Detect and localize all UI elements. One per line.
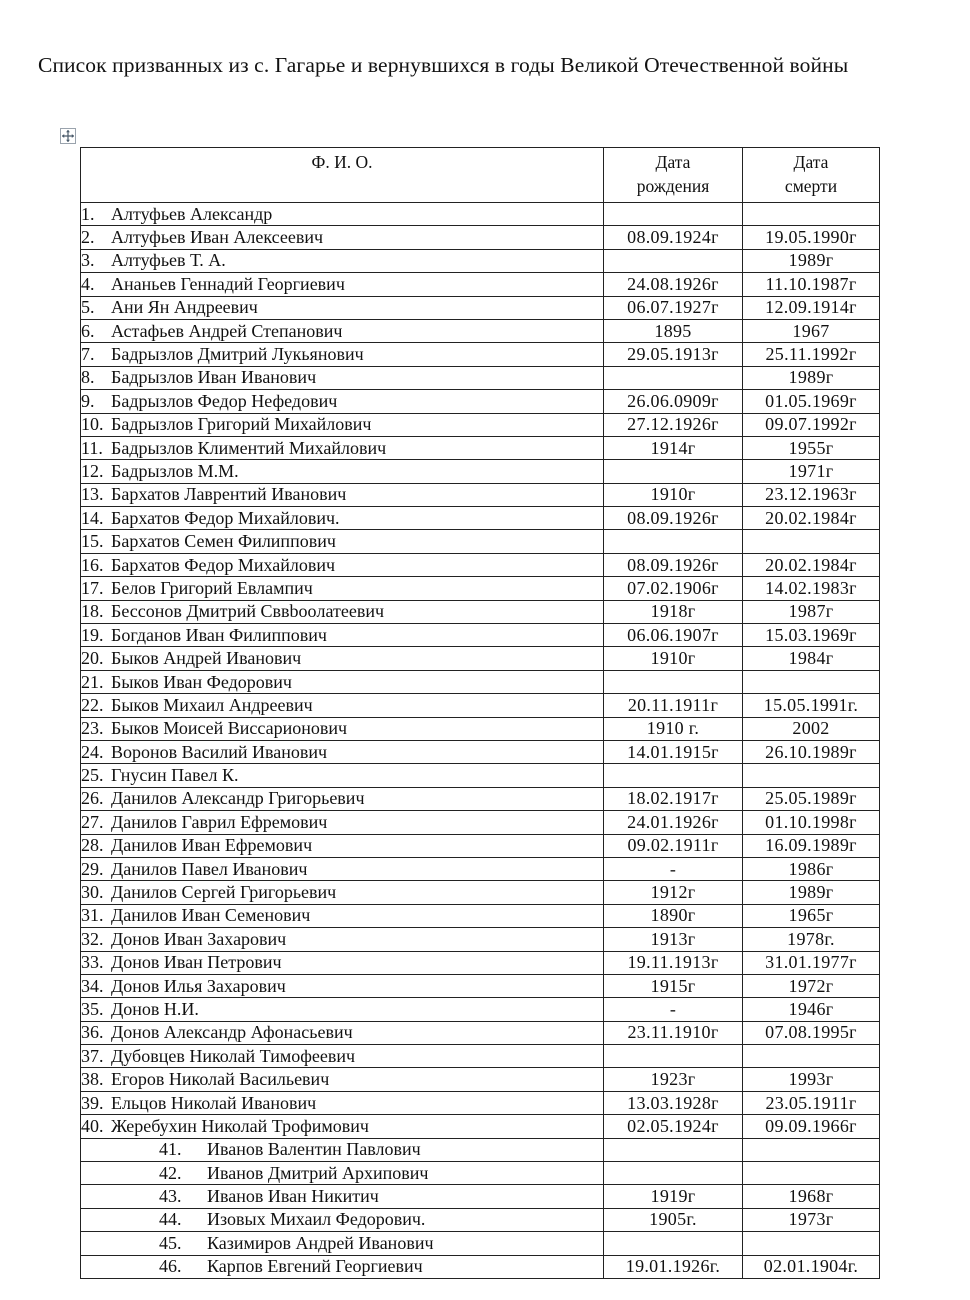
table-row xyxy=(81,577,880,600)
birth-date-cell xyxy=(604,1138,743,1161)
person-cell xyxy=(81,998,604,1021)
death-date-cell: 20.02.1984г xyxy=(743,553,880,576)
person-name: Бархатов Федор Михайлович. xyxy=(111,507,340,528)
column-header-birth xyxy=(604,148,743,203)
person-cell xyxy=(81,764,604,787)
person-name: Иванов Дмитрий Архипович xyxy=(207,1162,429,1183)
row-number: 2. xyxy=(81,227,95,248)
person-cell xyxy=(81,436,604,459)
table-row xyxy=(81,413,880,436)
table-row xyxy=(81,203,880,226)
table-row xyxy=(81,951,880,974)
table-row xyxy=(81,1091,880,1114)
row-number: 18. xyxy=(81,601,104,622)
birth-date-cell: 1914г xyxy=(604,436,743,459)
death-date-cell: 23.12.1963г xyxy=(743,483,880,506)
person-name: Бадрызлов Федор Нефедович xyxy=(111,390,338,411)
row-number: 5. xyxy=(81,297,95,318)
table-row xyxy=(81,857,880,880)
person-cell xyxy=(81,226,604,249)
table-row xyxy=(81,1232,880,1255)
table-row xyxy=(81,811,880,834)
row-number: 10. xyxy=(81,414,104,435)
row-number: 1. xyxy=(81,203,95,224)
death-date-cell: 1967 xyxy=(743,319,880,342)
person-name: Иванов Иван Никитич xyxy=(207,1186,379,1207)
table-row xyxy=(81,998,880,1021)
death-date-cell xyxy=(743,1232,880,1255)
row-number: 12. xyxy=(81,460,104,481)
column-header-birth-line1: Дата xyxy=(655,152,691,172)
person-cell xyxy=(81,1138,604,1161)
row-number: 38. xyxy=(81,1069,104,1090)
person-cell xyxy=(81,366,604,389)
row-number: 37. xyxy=(81,1045,104,1066)
row-number: 40. xyxy=(81,1115,104,1136)
person-name: Егоров Николай Васильевич xyxy=(111,1069,330,1090)
table-move-handle[interactable] xyxy=(60,128,76,144)
column-header-death-line1: Дата xyxy=(793,152,829,172)
row-number: 42. xyxy=(159,1162,182,1183)
person-cell xyxy=(81,857,604,880)
birth-date-cell: 19.11.1913г xyxy=(604,951,743,974)
table-row xyxy=(81,273,880,296)
birth-date-cell: 18.02.1917г xyxy=(604,787,743,810)
death-date-cell: 2002 xyxy=(743,717,880,740)
row-number: 16. xyxy=(81,554,104,575)
death-date-cell xyxy=(743,530,880,553)
person-cell xyxy=(81,717,604,740)
person-name: Бессонов Дмитрий Сввbooлатеевич xyxy=(111,601,385,622)
death-date-cell: 23.05.1911г xyxy=(743,1091,880,1114)
person-cell xyxy=(81,670,604,693)
death-date-cell: 01.05.1969г xyxy=(743,390,880,413)
person-name: Алтуфьев Иван Алексеевич xyxy=(111,227,324,248)
person-name: Бадрызлов Григорий Михайлович xyxy=(111,414,372,435)
person-name: Бадрызлов Климентий Михайлович xyxy=(111,437,387,458)
birth-date-cell xyxy=(604,460,743,483)
birth-date-cell: 08.09.1924г xyxy=(604,226,743,249)
move-cross-icon xyxy=(61,129,75,143)
birth-date-cell: 23.11.1910г xyxy=(604,1021,743,1044)
person-cell xyxy=(81,1091,604,1114)
table-row xyxy=(81,319,880,342)
person-cell xyxy=(81,203,604,226)
person-name: Донов Александр Афонасьевич xyxy=(111,1022,353,1043)
row-number: 22. xyxy=(81,694,104,715)
person-cell xyxy=(81,1021,604,1044)
row-number: 26. xyxy=(81,788,104,809)
row-number: 36. xyxy=(81,1022,104,1043)
row-number: 33. xyxy=(81,952,104,973)
person-cell xyxy=(81,811,604,834)
person-name: Бархатов Семен Филиппович xyxy=(111,531,336,552)
birth-date-cell: 02.05.1924г xyxy=(604,1115,743,1138)
death-date-cell: 01.10.1998г xyxy=(743,811,880,834)
death-date-cell: 12.09.1914г xyxy=(743,296,880,319)
person-cell xyxy=(81,787,604,810)
person-name: Ельцов Николай Иванович xyxy=(111,1092,317,1113)
birth-date-cell: 14.01.1915г xyxy=(604,740,743,763)
death-date-cell xyxy=(743,764,880,787)
table-row xyxy=(81,1068,880,1091)
death-date-cell: 31.01.1977г xyxy=(743,951,880,974)
person-name: Донов Иван Захарович xyxy=(111,928,287,949)
table-row xyxy=(81,600,880,623)
birth-date-cell: 08.09.1926г xyxy=(604,507,743,530)
birth-date-cell: 29.05.1913г xyxy=(604,343,743,366)
row-number: 45. xyxy=(159,1232,182,1253)
birth-date-cell: 1923г xyxy=(604,1068,743,1091)
table-row xyxy=(81,507,880,530)
death-date-cell: 26.10.1989г xyxy=(743,740,880,763)
birth-date-cell xyxy=(604,366,743,389)
row-number: 32. xyxy=(81,928,104,949)
person-name: Ани Ян Андреевич xyxy=(111,297,258,318)
person-name: Жеребухин Николай Трофимович xyxy=(111,1115,369,1136)
table-row xyxy=(81,764,880,787)
row-number: 8. xyxy=(81,367,95,388)
birth-date-cell: 13.03.1928г xyxy=(604,1091,743,1114)
table-row xyxy=(81,483,880,506)
birth-date-cell xyxy=(604,670,743,693)
person-cell xyxy=(81,1162,604,1185)
birth-date-cell: 1915г xyxy=(604,974,743,997)
person-cell xyxy=(81,460,604,483)
person-cell xyxy=(81,1185,604,1208)
birth-date-cell: 19.01.1926г. xyxy=(604,1255,743,1278)
birth-date-cell xyxy=(604,1232,743,1255)
row-number: 11. xyxy=(81,437,103,458)
person-name: Воронов Василий Иванович xyxy=(111,741,328,762)
row-number: 29. xyxy=(81,858,104,879)
birth-date-cell: 09.02.1911г xyxy=(604,834,743,857)
birth-date-cell: 1918г xyxy=(604,600,743,623)
row-number: 43. xyxy=(159,1186,182,1207)
birth-date-cell: 24.01.1926г xyxy=(604,811,743,834)
person-name: Данилов Иван Ефремович xyxy=(111,835,313,856)
birth-date-cell: - xyxy=(604,857,743,880)
person-name: Иванов Валентин Павлович xyxy=(207,1139,421,1160)
person-cell xyxy=(81,740,604,763)
table-row xyxy=(81,390,880,413)
row-number: 13. xyxy=(81,484,104,505)
row-number: 15. xyxy=(81,531,104,552)
table-row xyxy=(81,296,880,319)
death-date-cell: 1986г xyxy=(743,857,880,880)
row-number: 24. xyxy=(81,741,104,762)
death-date-cell: 07.08.1995г xyxy=(743,1021,880,1044)
person-name: Донов Иван Петрович xyxy=(111,952,282,973)
birth-date-cell: 1905г. xyxy=(604,1208,743,1231)
birth-date-cell: 08.09.1926г xyxy=(604,553,743,576)
death-date-cell: 02.01.1904г. xyxy=(743,1255,880,1278)
death-date-cell: 1955г xyxy=(743,436,880,459)
person-cell xyxy=(81,273,604,296)
row-number: 19. xyxy=(81,624,104,645)
birth-date-cell: 20.11.1911г xyxy=(604,694,743,717)
death-date-cell: 1989г xyxy=(743,366,880,389)
column-header-birth-line2: рождения xyxy=(636,176,710,196)
row-number: 20. xyxy=(81,648,104,669)
table-row xyxy=(81,1138,880,1161)
death-date-cell: 1989г xyxy=(743,249,880,272)
row-number: 3. xyxy=(81,250,95,271)
birth-date-cell xyxy=(604,530,743,553)
row-number: 28. xyxy=(81,835,104,856)
row-number: 31. xyxy=(81,905,104,926)
person-name: Бадрызлов М.М. xyxy=(111,460,239,481)
birth-date-cell: 1910 г. xyxy=(604,717,743,740)
person-cell xyxy=(81,249,604,272)
death-date-cell: 1968г xyxy=(743,1185,880,1208)
person-name: Данилов Павел Иванович xyxy=(111,858,308,879)
row-number: 41. xyxy=(159,1139,182,1160)
table-row xyxy=(81,624,880,647)
table-row xyxy=(81,1185,880,1208)
person-name: Быков Михаил Андреевич xyxy=(111,694,313,715)
row-number: 34. xyxy=(81,975,104,996)
person-name: Донов Н.И. xyxy=(111,998,199,1019)
death-date-cell: 1973г xyxy=(743,1208,880,1231)
person-cell xyxy=(81,577,604,600)
person-name: Богданов Иван Филиппович xyxy=(111,624,327,645)
person-cell xyxy=(81,928,604,951)
table-row xyxy=(81,740,880,763)
row-number: 39. xyxy=(81,1092,104,1113)
person-name: Данилов Александр Григорьевич xyxy=(111,788,365,809)
person-cell xyxy=(81,647,604,670)
death-date-cell: 1993г xyxy=(743,1068,880,1091)
person-cell xyxy=(81,296,604,319)
person-cell xyxy=(81,694,604,717)
column-header-death xyxy=(743,148,880,203)
table-row xyxy=(81,717,880,740)
person-cell xyxy=(81,834,604,857)
birth-date-cell: 07.02.1906г xyxy=(604,577,743,600)
row-number: 6. xyxy=(81,320,95,341)
person-cell xyxy=(81,1232,604,1255)
table-row xyxy=(81,974,880,997)
birth-date-cell xyxy=(604,1162,743,1185)
person-cell xyxy=(81,974,604,997)
birth-date-cell: 1912г xyxy=(604,881,743,904)
table-row xyxy=(81,436,880,459)
row-number: 17. xyxy=(81,577,104,598)
table-row xyxy=(81,1115,880,1138)
person-cell xyxy=(81,1208,604,1231)
death-date-cell: 25.05.1989г xyxy=(743,787,880,810)
birth-date-cell: 1890г xyxy=(604,904,743,927)
person-name: Алтуфьев Т. А. xyxy=(111,250,226,271)
death-date-cell xyxy=(743,1162,880,1185)
table-row xyxy=(81,249,880,272)
table-row xyxy=(81,928,880,951)
person-cell xyxy=(81,530,604,553)
table-row xyxy=(81,647,880,670)
table-row xyxy=(81,694,880,717)
birth-date-cell: 26.06.0909г xyxy=(604,390,743,413)
table-row xyxy=(81,881,880,904)
person-cell xyxy=(81,319,604,342)
birth-date-cell: 1919г xyxy=(604,1185,743,1208)
death-date-cell: 1972г xyxy=(743,974,880,997)
person-cell xyxy=(81,951,604,974)
person-name: Бархатов Лаврентий Иванович xyxy=(111,484,347,505)
death-date-cell: 19.05.1990г xyxy=(743,226,880,249)
birth-date-cell: - xyxy=(604,998,743,1021)
person-cell xyxy=(81,1068,604,1091)
death-date-cell xyxy=(743,203,880,226)
table-row xyxy=(81,1045,880,1068)
person-name: Данилов Гаврил Ефремович xyxy=(111,811,328,832)
person-cell xyxy=(81,1045,604,1068)
death-date-cell xyxy=(743,670,880,693)
person-name: Алтуфьев Александр xyxy=(111,203,273,224)
death-date-cell xyxy=(743,1045,880,1068)
death-date-cell: 11.10.1987г xyxy=(743,273,880,296)
row-number: 21. xyxy=(81,671,104,692)
document-title: Список призванных из с. Гагарье и вернувшихся в годы Великой Отечественной войны xyxy=(38,53,849,77)
person-name: Данилов Сергей Григорьевич xyxy=(111,882,337,903)
person-cell xyxy=(81,343,604,366)
birth-date-cell xyxy=(604,203,743,226)
table-row xyxy=(81,834,880,857)
person-name: Бадрызлов Иван Иванович xyxy=(111,367,317,388)
table-row xyxy=(81,904,880,927)
header-row xyxy=(81,148,880,203)
person-cell xyxy=(81,1255,604,1278)
death-date-cell: 1978г. xyxy=(743,928,880,951)
death-date-cell: 09.07.1992г xyxy=(743,413,880,436)
row-number: 23. xyxy=(81,718,104,739)
person-name: Быков Андрей Иванович xyxy=(111,648,302,669)
person-name: Белов Григорий Евлампич xyxy=(111,577,313,598)
table-row xyxy=(81,460,880,483)
person-cell xyxy=(81,413,604,436)
table-row xyxy=(81,343,880,366)
person-name: Бадрызлов Дмитрий Лукьянович xyxy=(111,344,364,365)
table-row xyxy=(81,1021,880,1044)
death-date-cell: 20.02.1984г xyxy=(743,507,880,530)
person-cell xyxy=(81,507,604,530)
person-name: Астафьев Андрей Степанович xyxy=(111,320,343,341)
person-cell xyxy=(81,624,604,647)
birth-date-cell: 1913г xyxy=(604,928,743,951)
death-date-cell: 09.09.1966г xyxy=(743,1115,880,1138)
person-cell xyxy=(81,390,604,413)
birth-date-cell: 06.06.1907г xyxy=(604,624,743,647)
birth-date-cell: 1910г xyxy=(604,483,743,506)
birth-date-cell: 06.07.1927г xyxy=(604,296,743,319)
birth-date-cell xyxy=(604,1045,743,1068)
person-name: Ананьев Геннадий Георгиевич xyxy=(111,273,345,294)
table-row xyxy=(81,553,880,576)
person-name: Казимиров Андрей Иванович xyxy=(207,1232,434,1253)
person-name: Изовых Михаил Федорович. xyxy=(207,1209,426,1230)
person-cell xyxy=(81,1115,604,1138)
row-number: 4. xyxy=(81,273,95,294)
table-row xyxy=(81,366,880,389)
row-number: 7. xyxy=(81,344,95,365)
death-date-cell: 16.09.1989г xyxy=(743,834,880,857)
birth-date-cell xyxy=(604,249,743,272)
person-cell xyxy=(81,904,604,927)
birth-date-cell: 1910г xyxy=(604,647,743,670)
person-name: Данилов Иван Семенович xyxy=(111,905,311,926)
column-header-death-line2: смерти xyxy=(784,176,838,196)
death-date-cell: 14.02.1983г xyxy=(743,577,880,600)
death-date-cell xyxy=(743,1138,880,1161)
person-name: Дубовцев Николай Тимофеевич xyxy=(111,1045,356,1066)
row-number: 14. xyxy=(81,507,104,528)
table-row xyxy=(81,787,880,810)
death-date-cell: 1971г xyxy=(743,460,880,483)
birth-date-cell xyxy=(604,764,743,787)
roster-table xyxy=(80,147,880,1279)
row-number: 27. xyxy=(81,811,104,832)
row-number: 25. xyxy=(81,765,104,786)
birth-date-cell: 24.08.1926г xyxy=(604,273,743,296)
person-cell xyxy=(81,881,604,904)
table-row xyxy=(81,226,880,249)
death-date-cell: 1984г xyxy=(743,647,880,670)
person-name: Карпов Евгений Георгиевич xyxy=(207,1256,423,1277)
death-date-cell: 15.03.1969г xyxy=(743,624,880,647)
table-row xyxy=(81,1162,880,1185)
table-row xyxy=(81,670,880,693)
person-name: Быков Иван Федорович xyxy=(111,671,292,692)
person-cell xyxy=(81,553,604,576)
death-date-cell: 1989г xyxy=(743,881,880,904)
table-row xyxy=(81,1208,880,1231)
row-number: 44. xyxy=(159,1209,182,1230)
row-number: 35. xyxy=(81,998,104,1019)
birth-date-cell: 1895 xyxy=(604,319,743,342)
death-date-cell: 25.11.1992г xyxy=(743,343,880,366)
death-date-cell: 15.05.1991г. xyxy=(743,694,880,717)
person-cell xyxy=(81,483,604,506)
person-cell xyxy=(81,600,604,623)
row-number: 30. xyxy=(81,882,104,903)
person-name: Бархатов Федор Михайлович xyxy=(111,554,336,575)
table-row xyxy=(81,530,880,553)
person-name: Быков Моисей Виссарионович xyxy=(111,718,348,739)
person-name: Гнусин Павел К. xyxy=(111,765,239,786)
row-number: 9. xyxy=(81,390,95,411)
person-name: Донов Илья Захарович xyxy=(111,975,286,996)
death-date-cell: 1987г xyxy=(743,600,880,623)
column-header-name: Ф. И. О. xyxy=(81,148,604,203)
table-row xyxy=(81,1255,880,1278)
row-number: 46. xyxy=(159,1256,182,1277)
death-date-cell: 1965г xyxy=(743,904,880,927)
death-date-cell: 1946г xyxy=(743,998,880,1021)
birth-date-cell: 27.12.1926г xyxy=(604,413,743,436)
